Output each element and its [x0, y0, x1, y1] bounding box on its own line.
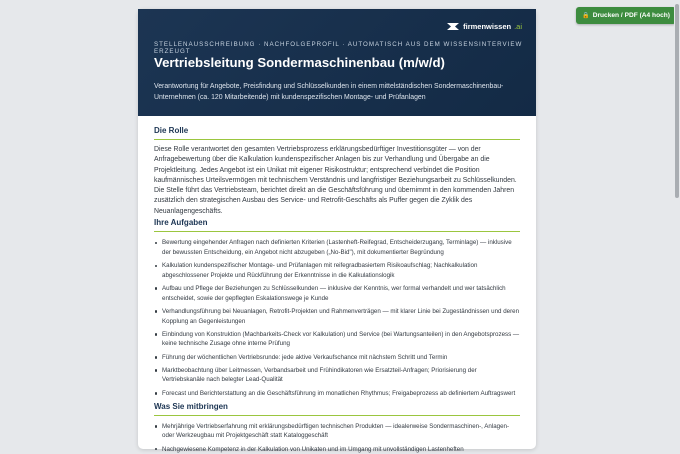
role-text: Diese Rolle verantwortet den gesamten Vertriebsprozess erklärungsbedürftiger Investitionsgüter — von der Anfragebewertung über die Kalkulation kundenspezifischer Anlagen bis zur Verhandlung und Übergabe an die Projektleitung. Jedes Angebot ist ein Unikat mit eigener Risikostruktur; entsprechend verbindet die Position kaufmännisches Urteilsvermögen mit technischem Verständnis und langfristiger Beziehungsarbeit zu Schlüsselkunden. Die Stelle führt das Vertriebsteam, berichtet direkt an die Geschäftsführung und übernimmt in den kommenden Jahren zusätzlich den strategischen Ausbau des Service- und Retrofit-Geschäfts als Puffer gegen die Zyklik des Neuanlagengeschäfts. — [154, 145, 520, 217]
requirements-list — [154, 422, 520, 454]
list-item: Marktbeobachtung über Leitmessen, Verbandsarbeit und Frühindikatoren wie Ersatzteil-Anfragen; Priorisierung der Vertriebskanäle nach belegter Lead-Qualität — [154, 366, 520, 386]
tasks-list — [154, 238, 520, 398]
lock-icon: 🔒 — [582, 12, 589, 19]
requirements-heading: Was Sie mitbringen — [154, 402, 520, 416]
list-item: Mehrjährige Vertriebserfahrung mit erklärungsbedürftigen technischen Produkten — idealerweise Sondermaschinen-, Anlagen- oder Werkzeugbau mit Projektgeschäft statt Kataloggeschäft — [154, 422, 520, 442]
brand-name: firmenwissen — [463, 22, 511, 31]
list-item: Führung der wöchentlichen Vertriebsrunde: jede aktive Verkaufschance mit nächstem Schritt und Termin — [154, 353, 520, 363]
job-posting-page — [138, 9, 536, 449]
scrollbar-thumb[interactable] — [675, 4, 679, 198]
list-item: Kalkulation kundenspezifischer Montage- und Prüfanlagen mit reifegradbasiertem Risikoaufschlag; Nachkalkulation abgeschlossener Projekte und Rückführung der Erkenntnisse in die Kalkulationslogik — [154, 261, 520, 281]
list-item: Forecast und Berichterstattung an die Geschäftsführung im monatlichen Rhythmus; Freigabeprozess ab definiertem Auftragswert — [154, 389, 520, 399]
list-item: Bewertung eingehender Anfragen nach definierten Kriterien (Lastenheft-Reifegrad, Entscheiderzugang, Terminlage) — inklusive der bewussten Entscheidung, ein Angebot nicht abzugeben („No-Bid"), mit dokumentierter Begründung — [154, 238, 520, 258]
role-heading: Die Rolle — [154, 126, 520, 140]
print-pdf-button[interactable] — [576, 7, 676, 24]
page-subtitle: Verantwortung für Angebote, Preisfindung und Schlüsselkunden in einem mittelständischen Sondermaschinenbau-Unternehmen (ca. 120 Mitarbeitende) mit kundenspezifischen Montage- und Prüfanlagen — [154, 82, 522, 103]
brand-tld: .ai — [514, 22, 522, 31]
page-title: Vertriebsleitung Sondermaschinenbau (m/w/d) — [154, 55, 445, 70]
list-item: Verhandlungsführung bei Neuanlagen, Retrofit-Projekten und Rahmenverträgen — mit klarer Linie bei Zugeständnissen und deren Kopplung an Gegenleistungen — [154, 307, 520, 327]
list-item: Aufbau und Pflege der Beziehungen zu Schlüsselkunden — inklusive der Kenntnis, wer formal verhandelt und wer tatsächlich entscheidet, sowie der gepflegten Eskalationswege je Kunde — [154, 284, 520, 304]
list-item: Nachgewiesene Kompetenz in der Kalkulation von Unikaten und im Umgang mit unvollständigen Lastenheften — [154, 445, 520, 454]
list-item: Einbindung von Konstruktion (Machbarkeits-Check vor Kalkulation) und Service (bei Wartungsanteilen) in den Angebotsprozess — keine technische Zusage ohne interne Prüfung — [154, 330, 520, 350]
page-content — [138, 116, 536, 454]
print-pdf-label: Drucken / PDF (A4 hoch) — [593, 12, 670, 19]
logo-mark-icon — [446, 22, 460, 31]
header-kicker: STELLENAUSSCHREIBUNG · NACHFOLGEPROFIL · AUTOMATISCH AUS DEM WISSENSINTERVIEW ERZEUGT — [154, 41, 536, 55]
tasks-heading: Ihre Aufgaben — [154, 218, 520, 232]
brand-logo — [446, 22, 522, 31]
scrollbar[interactable] — [674, 0, 680, 437]
page-header — [138, 9, 536, 116]
